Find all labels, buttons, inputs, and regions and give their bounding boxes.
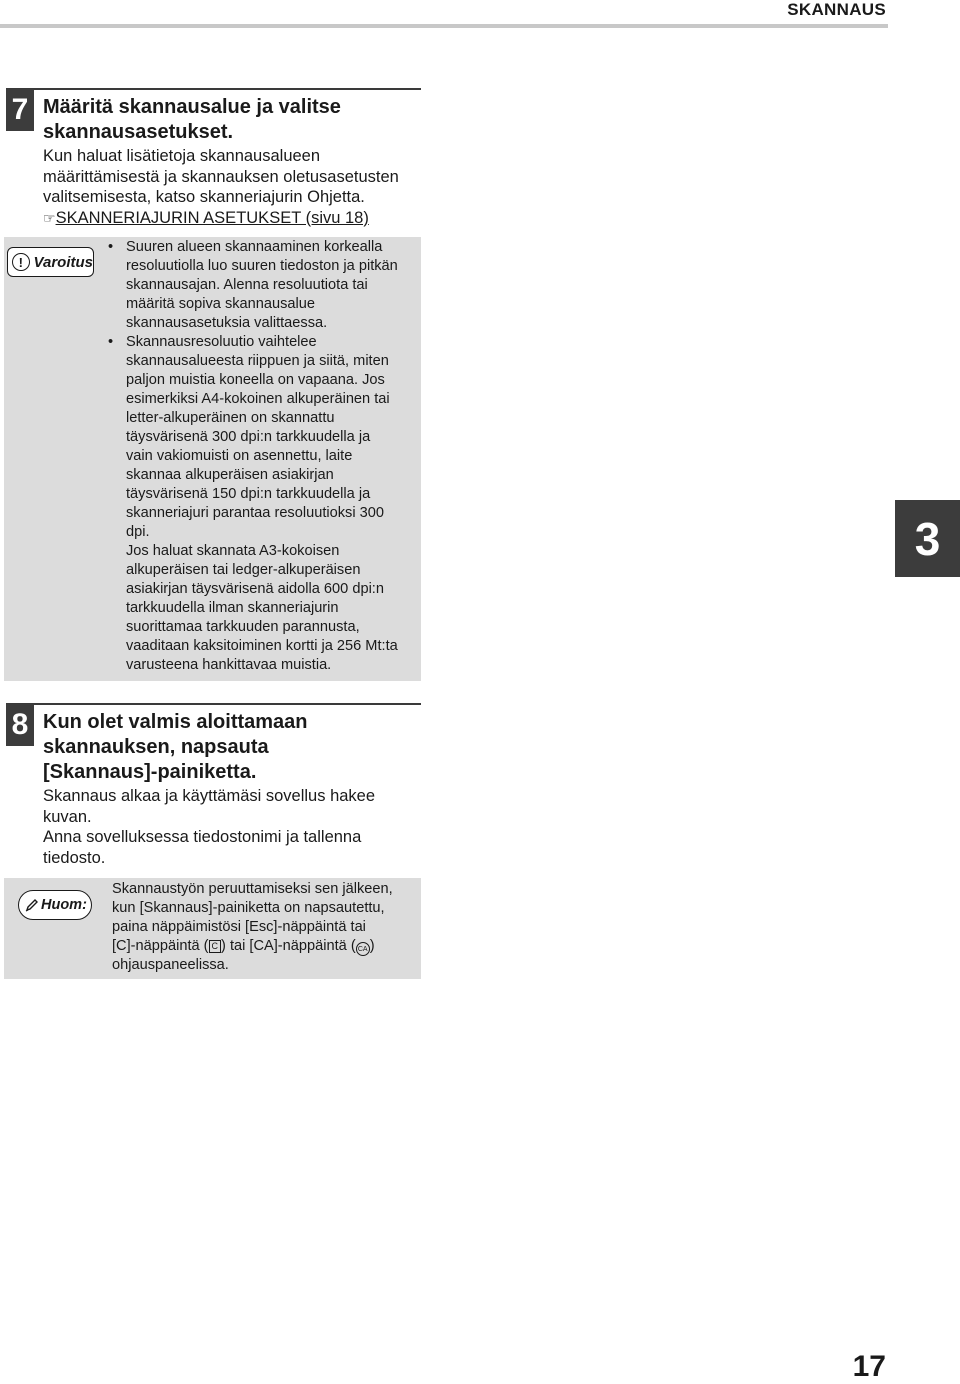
text-line: suorittamaa tarkkuuden parannusta,	[126, 619, 360, 635]
text-line: Jos haluat skannata A3-kokoisen	[126, 543, 340, 559]
text-line: täysvärisenä 300 dpi:n tarkkuudella ja	[126, 429, 371, 445]
note-label: Huom:	[41, 897, 87, 913]
text-line: skannausajan. Alenna resoluutiota tai	[126, 277, 368, 293]
warning-badge	[7, 247, 94, 277]
warning-bullet-2	[108, 333, 414, 675]
step-8-body-line: Anna sovelluksessa tiedostonimi ja tallenna	[43, 828, 362, 846]
step-8-body-line: kuvan.	[43, 807, 92, 826]
text-line: resoluutiolla luo suuren tiedoston ja pitkän	[126, 258, 398, 274]
text-line: esimerkiksi A4-kokoinen alkuperäinen tai	[126, 391, 390, 407]
text-line: Suuren alueen skannaaminen korkealla	[126, 239, 383, 255]
note-text	[112, 880, 412, 975]
warning-bullet-list	[108, 238, 414, 675]
chapter-tab: 3	[895, 500, 960, 577]
step-8-number: 8	[6, 704, 34, 746]
step-8-heading-line: Kun olet valmis aloittamaan	[43, 711, 308, 733]
step-7-heading-line2: skannausasetukset.	[43, 121, 234, 143]
text-line: Skannaustyön peruuttamiseksi sen jälkeen,	[112, 881, 393, 897]
page-number: 17	[852, 1350, 886, 1383]
text-line: skannaa alkuperäisen asiakirjan	[126, 467, 334, 483]
text-line: skannausalueesta riippuen ja siitä, miten	[126, 353, 389, 369]
text-line: varusteena hankittavaa muistia.	[126, 657, 332, 673]
step-7-body-line: Kun haluat lisätietoja skannausalueen	[43, 147, 321, 165]
text-line: dpi.	[126, 524, 150, 540]
note-badge	[18, 890, 92, 920]
text-fragment: [C]-näppäintä (	[112, 938, 209, 954]
step-7-heading-line1: Määritä skannausalue ja valitse	[43, 96, 341, 118]
step-7-body-line: valitsemisesta, katso skanneriajurin Ohjetta.	[43, 188, 365, 206]
warning-bullet-1	[108, 238, 414, 333]
warning-label: Varoitus	[33, 253, 93, 271]
text-line: tarkkuudella ilman skanneriajurin	[126, 600, 339, 616]
reference-link-scanner-settings[interactable]: SKANNERIAJURIN ASETUKSET (sivu 18)	[55, 208, 369, 227]
text-line: alkuperäisen tai ledger-alkuperäisen	[126, 562, 361, 578]
c-key-icon: C	[209, 940, 222, 953]
step-7-body	[43, 146, 399, 228]
text-line: täysvärisenä 150 dpi:n tarkkuudella ja	[126, 486, 371, 502]
note-box	[4, 878, 421, 979]
text-line: letter-alkuperäinen on skannattu	[126, 410, 335, 426]
header-rule	[0, 24, 888, 28]
text-fragment: ) tai [CA]-näppäintä (	[221, 938, 356, 954]
step-7-heading	[43, 95, 341, 145]
warning-box	[4, 237, 421, 681]
step-8-heading	[43, 710, 308, 785]
step-8-heading-line: skannauksen, napsauta	[43, 736, 269, 758]
text-fragment: )	[369, 938, 375, 954]
step-8-body-line: tiedosto.	[43, 848, 106, 867]
ca-key-icon: CA	[356, 942, 370, 956]
text-line: kun [Skannaus]-painiketta on napsautettu,	[112, 900, 385, 916]
exclamation-icon: !	[12, 253, 30, 271]
step-7-body-line: määrittämisestä ja skannauksen oletusasetusten	[43, 167, 399, 186]
step-8-rule	[6, 703, 421, 705]
pencil-icon	[25, 898, 39, 912]
text-line: paljon muistia koneella on vapaana. Jos	[126, 372, 385, 388]
text-line: skannausasetuksia valittaessa.	[126, 315, 328, 331]
reference-hand-icon: ☞	[43, 209, 56, 226]
text-line: skanneriajuri parantaa resoluutioksi 300	[126, 505, 384, 521]
step-8-heading-line: [Skannaus]-painiketta.	[43, 761, 257, 783]
step-8-body-line: Skannaus alkaa ja käyttämäsi sovellus hakee	[43, 787, 376, 805]
text-line: ohjauspaneelissa.	[112, 957, 229, 973]
text-line: määritä sopiva skannausalue	[126, 296, 316, 312]
text-line: vain vakiomuisti on asennettu, laite	[126, 448, 353, 464]
text-line: paina näppäimistösi [Esc]-näppäintä tai	[112, 919, 366, 935]
text-line: vaaditaan kaksitoiminen kortti ja 256 Mt:ta	[126, 638, 398, 654]
step-8-body	[43, 786, 375, 868]
step-7-rule	[6, 88, 421, 90]
text-line: asiakirjan täysvärisenä aidolla 600 dpi:n	[126, 581, 384, 597]
text-line: Skannausresoluutio vaihtelee	[126, 334, 317, 350]
section-title: SKANNAUS	[787, 0, 886, 19]
step-7-number: 7	[6, 89, 34, 131]
